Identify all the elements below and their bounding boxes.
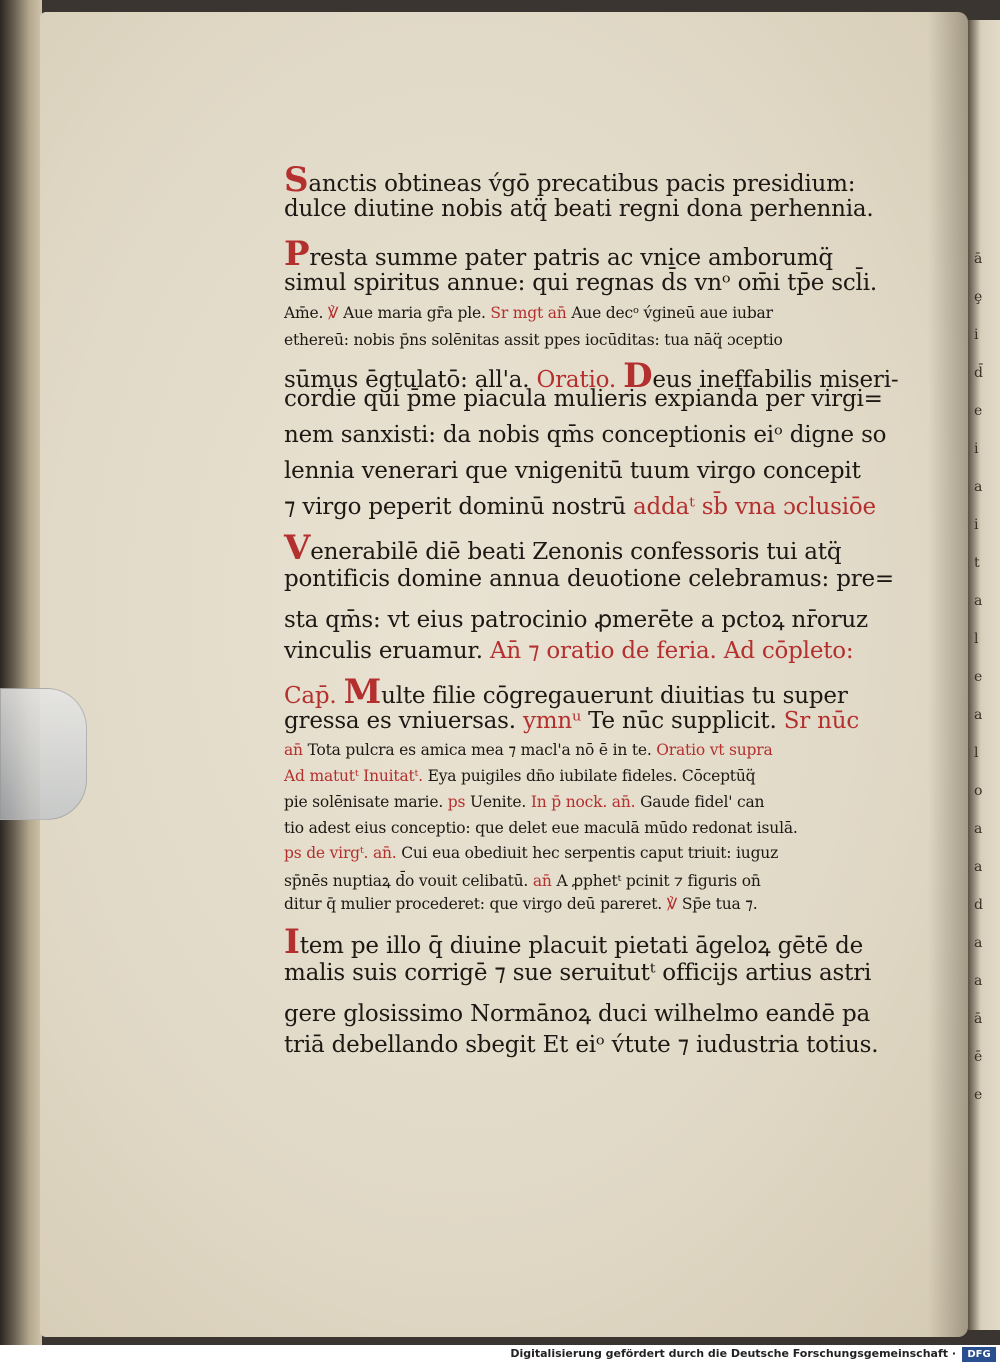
body-text: tio adest eius conceptio: que delet eue maculā mūdo redonat isulā. xyxy=(284,819,798,837)
red-initial: S xyxy=(284,160,309,200)
body-text: nem sanxisti: da nobis qm̄s conceptionis eiᵒ digne so xyxy=(284,422,887,448)
body-text: ⁊ virgo peperit dominū nostrū xyxy=(284,494,634,520)
red-initial: I xyxy=(284,922,300,962)
body-text: pontificis domine annua deuotione celebramus: pre= xyxy=(284,566,895,592)
text-line xyxy=(284,819,798,837)
body-text: gressa es vniuersas. xyxy=(284,708,524,734)
facing-page-mark: a xyxy=(974,973,983,989)
text-line xyxy=(284,494,876,520)
text-line xyxy=(284,672,848,712)
page-clip-holder xyxy=(0,688,87,820)
body-text: simul spiritus annue: qui regnas d̄s vnᵒ om̄i tp̄e scl̄i. xyxy=(284,270,877,296)
body-text: Sp̄e tua ⁊. xyxy=(681,895,758,913)
text-line xyxy=(284,331,783,349)
rubric-text: Oratio vt supra xyxy=(656,741,773,759)
facing-page-mark: e xyxy=(974,1087,983,1103)
text-line xyxy=(284,602,868,634)
facing-page-mark: d xyxy=(974,897,983,913)
body-text: ditur q̄ mulier procederet: que virgo deū pareret. xyxy=(284,895,667,913)
body-text: dulce diutine nobis atq̈ beati regni dona perhennia. xyxy=(284,196,874,222)
text-line xyxy=(284,708,859,734)
body-text: anctis obtineas v́gō precatibus pacis presidium: xyxy=(308,171,856,197)
text-line xyxy=(284,793,764,811)
rubric-text: ps xyxy=(447,793,471,811)
text-line xyxy=(284,566,894,592)
text-line xyxy=(284,458,861,484)
facing-page-mark: ā xyxy=(974,251,983,267)
dfg-logo: DFG xyxy=(962,1347,996,1362)
text-line xyxy=(284,767,755,785)
text-line xyxy=(284,196,874,222)
text-line xyxy=(284,996,870,1028)
body-text: lennia venerari que vnigenitū tuum virgo concepit xyxy=(284,458,861,484)
text-line xyxy=(284,960,871,986)
body-text: gere glosissimo Normānoꝝ duci wilhelmo eandē pa xyxy=(284,1001,871,1027)
body-text: resta summe pater patris ac vnice amborumq̈ xyxy=(309,245,833,271)
body-text: sp̄nēs nuptiaꝝ d̄o vouit celibatū. xyxy=(284,872,533,890)
body-text: triā debellando sbegit Et eiᵒ v́tute ⁊ iudustria totius. xyxy=(284,1032,879,1058)
text-line xyxy=(284,869,761,891)
rubric-text: ℣ xyxy=(327,304,344,322)
book-left-edge xyxy=(0,0,42,1345)
text-line xyxy=(284,638,853,664)
facing-page-mark: a xyxy=(974,707,983,723)
rubric-text: Ad matutᵗ Inuitatᵗ. xyxy=(284,767,428,785)
facing-page-mark: a xyxy=(974,821,983,837)
text-line xyxy=(284,528,841,568)
body-text: enerabilē diē beati Zenonis confessoris tui atq̈ xyxy=(310,539,842,565)
page-gutter-shadow xyxy=(928,12,968,1337)
body-text: Gaude fidel' can xyxy=(640,793,765,811)
body-text: Te nūc supplicit. xyxy=(588,708,784,734)
body-text: malis suis corrigē ⁊ sue seruitutᵗ officijs artius astri xyxy=(284,960,872,986)
red-initial: V xyxy=(284,528,311,568)
body-text: vinculis eruamur. xyxy=(284,638,490,664)
body-text: Aue maria gr̄a ple. xyxy=(343,304,491,322)
rubric-text: Cap̄. xyxy=(284,683,344,709)
body-text: eus ineffabilis miseri- xyxy=(652,367,899,393)
facing-page-mark: a xyxy=(974,935,983,951)
rubric-text: Oratio. xyxy=(536,367,624,393)
facing-page-mark: i xyxy=(974,441,979,457)
text-line xyxy=(284,234,833,274)
footer-bar xyxy=(0,1345,1000,1365)
text-line xyxy=(284,895,757,913)
text-line xyxy=(284,304,773,322)
rubric-text: In p̄ nock. an̄. xyxy=(530,793,641,811)
body-text: A ꝓphetᵗ pcinit ⁊ figuris on̄ xyxy=(556,872,761,890)
facing-page-mark: e xyxy=(974,403,983,419)
body-text: sta qm̄s: vt eius patrocinio ꝓmerēte a pctoꝝ nr̄oruz xyxy=(284,607,868,633)
rubric-text: an̄ xyxy=(284,741,308,759)
text-line xyxy=(284,160,855,200)
facing-page-mark: t xyxy=(974,555,980,571)
facing-page-mark: ē xyxy=(974,1049,983,1065)
body-text: Am̄e. xyxy=(284,304,328,322)
rubric-text: an̄ xyxy=(532,872,557,890)
facing-page-mark: ȩ xyxy=(974,289,983,305)
body-text: Uenite. xyxy=(470,793,531,811)
rubric-text: ymnᵘ xyxy=(523,708,589,734)
body-text: ethereū: nobis p̄ns solēnitas assit ppes iocūditas: tua nāq̈ ɔceptio xyxy=(284,331,783,349)
facing-page-mark: l xyxy=(974,631,979,647)
facing-page-mark: i xyxy=(974,327,979,343)
facing-page-mark: a xyxy=(974,479,983,495)
facing-page-mark: a xyxy=(974,593,983,609)
text-line xyxy=(284,741,773,759)
facing-page-mark: o xyxy=(974,783,983,799)
rubric-text: addaᵗ sb̄ vna ɔclusiōe xyxy=(633,494,876,520)
red-initial: P xyxy=(284,234,310,274)
text-line xyxy=(284,270,877,296)
red-initial: M xyxy=(343,672,382,712)
text-line xyxy=(284,1032,878,1058)
rubric-text: An̄ ⁊ oratio de feria. Ad cōpleto: xyxy=(489,638,854,664)
facing-page-mark: a xyxy=(974,859,983,875)
footer-credit: Digitalisierung gefördert durch die Deutsche Forschungsgemeinschaft · xyxy=(510,1347,956,1360)
red-initial: D xyxy=(623,356,653,396)
body-text: Eya puigiles dn̄o iubilate fideles. Cōceptūq̈ xyxy=(427,767,756,785)
body-text: Aue decᵒ v́gineū aue iubar xyxy=(571,304,773,322)
facing-page-mark: i xyxy=(974,517,979,533)
body-text: tem pe illo q̄ diuine placuit pietati āgeloꝝ gētē de xyxy=(299,933,864,959)
facing-page-mark: d̄ xyxy=(974,365,983,381)
rubric-text: Sr mgt an̄ xyxy=(490,304,572,322)
rubric-text: Sr nūc xyxy=(783,708,860,734)
body-text: cordie qui p̄me piacula mulieris expianda per virgi= xyxy=(284,386,883,412)
body-text: Tota pulcra es amica mea ⁊ macl'a nō ē in te. xyxy=(307,741,657,759)
body-text: Cui eua obediuit hec serpentis caput triuit: iuguz xyxy=(401,844,779,862)
rubric-text: ps de virgᵗ. an̄. xyxy=(284,844,402,862)
rubric-text: ℣ xyxy=(666,895,682,913)
facing-page-mark: l xyxy=(974,745,979,761)
text-line xyxy=(284,422,886,448)
facing-page-mark: ā xyxy=(974,1011,983,1027)
body-text: pie solēnisate marie. xyxy=(284,793,448,811)
body-text: ulte filie cōgregauerunt diuitias tu super xyxy=(381,683,848,709)
text-line xyxy=(284,844,778,862)
body-text: sūmus ēgtulatō: all'a. xyxy=(284,367,537,393)
text-line xyxy=(284,386,883,412)
text-line xyxy=(284,922,863,962)
facing-page-mark: e xyxy=(974,669,983,685)
facing-page-marks xyxy=(974,240,1000,1120)
